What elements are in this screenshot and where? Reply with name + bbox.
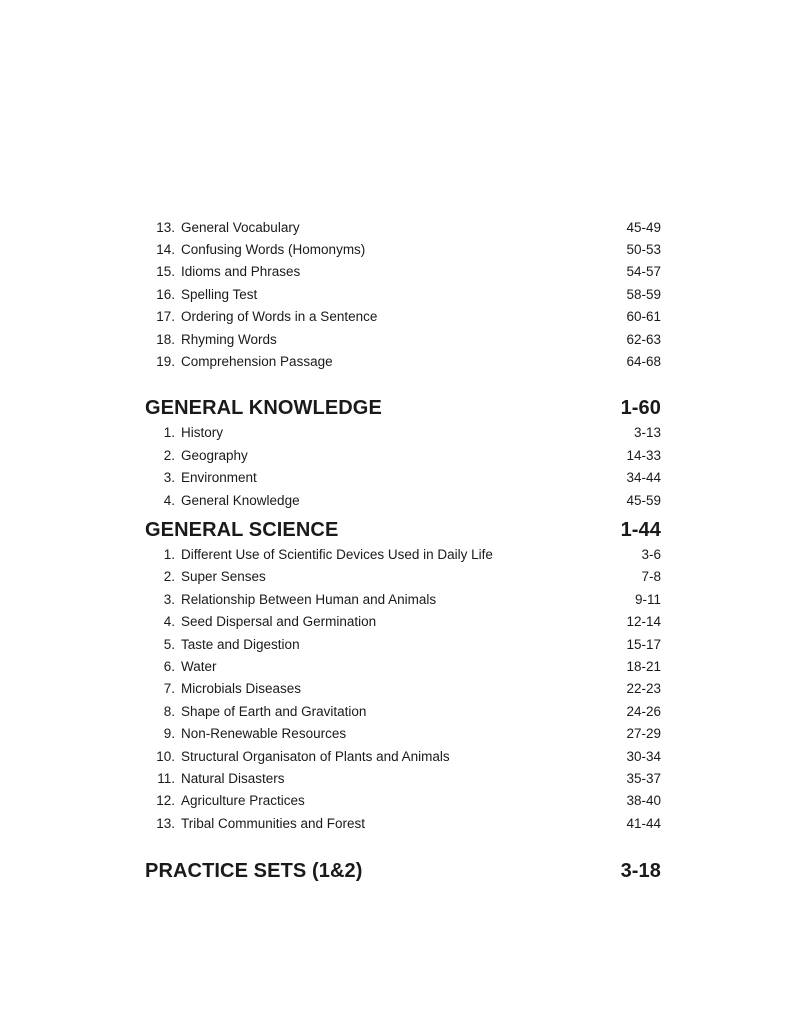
entry-pages: 22-23 [626, 681, 661, 697]
entry-number: 3. [163, 470, 175, 486]
entry-pages: 34-44 [626, 470, 661, 486]
entry-number: 16. [156, 286, 175, 302]
entry-number: 8. [163, 703, 175, 719]
entry-title: Water [181, 658, 217, 674]
entry-title: Non-Renewable Resources [181, 726, 347, 742]
section-heading-general-knowledge [145, 396, 661, 422]
section-title: PRACTICE SETS (1&2) [145, 859, 363, 882]
entry-number: 6. [163, 658, 175, 674]
section-title: GENERAL SCIENCE [145, 518, 339, 541]
entry-number: 15. [156, 264, 175, 280]
entry-number: 2. [163, 447, 175, 463]
entry-title: General Vocabulary [181, 219, 300, 235]
entry-pages: 35-37 [626, 770, 661, 786]
entry-number: 9. [163, 726, 175, 742]
entry-title: Comprehension Passage [181, 354, 333, 370]
toc-entry [145, 812, 661, 834]
entry-pages: 18-21 [626, 658, 661, 674]
entry-number: 7. [163, 681, 175, 697]
entry-pages: 9-11 [634, 591, 661, 607]
entry-title: History [181, 425, 224, 441]
toc-entry [145, 238, 661, 260]
entry-pages: 45-59 [626, 492, 661, 508]
toc-entry [145, 655, 661, 677]
entry-title: Idioms and Phrases [181, 264, 301, 280]
entry-title: Shape of Earth and Gravitation [181, 703, 367, 719]
toc-entry [145, 216, 661, 238]
toc-entry [145, 566, 661, 588]
toc-entry [145, 790, 661, 812]
entry-number: 2. [163, 569, 175, 585]
entry-pages: 3-13 [633, 425, 661, 441]
section-pages: 1-60 [620, 397, 661, 420]
entry-pages: 30-34 [626, 748, 661, 764]
entry-number: 3. [163, 591, 175, 607]
section-pages: 3-18 [620, 859, 661, 882]
entry-number: 4. [163, 492, 175, 508]
toc-entry [145, 588, 661, 610]
entry-title: Taste and Digestion [181, 636, 300, 652]
entry-number: 17. [156, 309, 175, 325]
entry-pages: 27-29 [626, 726, 661, 742]
entry-title: Seed Dispersal and Germination [181, 614, 377, 630]
entry-number: 18. [156, 331, 175, 347]
entry-pages: 12-14 [626, 614, 661, 630]
entry-number: 11. [157, 770, 175, 786]
entry-title: Ordering of Words in a Sentence [181, 309, 378, 325]
entry-pages: 14-33 [626, 447, 661, 463]
entry-title: Different Use of Scientific Devices Used in Daily Life [181, 546, 493, 562]
entry-pages: 54-57 [626, 264, 661, 280]
entry-title: Natural Disasters [181, 770, 285, 786]
table-of-contents [145, 216, 661, 884]
entry-title: Super Senses [181, 569, 266, 585]
section-heading-practice-sets [145, 858, 661, 884]
toc-entry [145, 543, 661, 565]
english-entries-list [145, 216, 661, 373]
toc-entry [145, 610, 661, 632]
toc-entry [145, 283, 661, 305]
toc-entry [145, 467, 661, 489]
entry-number: 1. [163, 425, 175, 441]
entry-pages: 50-53 [626, 242, 661, 258]
general-knowledge-entries-list [145, 422, 661, 512]
toc-entry [145, 444, 661, 466]
entry-pages: 7-8 [641, 569, 661, 585]
toc-entry [145, 767, 661, 789]
toc-entry [145, 700, 661, 722]
toc-entry [145, 350, 661, 372]
entry-title: Agriculture Practices [181, 793, 305, 809]
toc-entry [145, 745, 661, 767]
toc-entry [145, 328, 661, 350]
entry-number: 4. [163, 614, 175, 630]
entry-number: 13. [156, 219, 175, 235]
section-heading-general-science [145, 517, 661, 543]
entry-number: 5. [163, 636, 175, 652]
entry-pages: 62-63 [626, 331, 661, 347]
entry-title: Tribal Communities and Forest [181, 815, 366, 831]
entry-number: 14. [156, 242, 175, 258]
entry-number: 19. [156, 354, 175, 370]
entry-title: Geography [181, 447, 248, 463]
toc-entry [145, 489, 661, 511]
entry-title: Structural Organisaton of Plants and Animals [181, 748, 450, 764]
toc-entry [145, 422, 661, 444]
entry-pages: 38-40 [626, 793, 661, 809]
entry-pages: 58-59 [626, 286, 661, 302]
entry-pages: 60-61 [626, 309, 661, 325]
toc-entry [145, 633, 661, 655]
entry-title: Rhyming Words [181, 331, 277, 347]
entry-pages: 3-6 [641, 546, 661, 562]
entry-title: Spelling Test [181, 286, 258, 302]
entry-title: Microbials Diseases [181, 681, 302, 697]
entry-number: 10. [156, 748, 175, 764]
toc-entry [145, 722, 661, 744]
entry-title: Environment [181, 470, 257, 486]
entry-pages: 64-68 [626, 354, 661, 370]
entry-pages: 41-44 [626, 815, 661, 831]
entry-number: 12. [156, 793, 175, 809]
entry-title: Confusing Words (Homonyms) [181, 242, 366, 258]
section-pages: 1-44 [620, 518, 661, 541]
entry-pages: 24-26 [626, 703, 661, 719]
toc-entry [145, 678, 661, 700]
entry-title: Relationship Between Human and Animals [181, 591, 437, 607]
entry-number: 1. [163, 546, 175, 562]
entry-number: 13. [156, 815, 175, 831]
general-science-entries-list [145, 543, 661, 834]
entry-pages: 45-49 [626, 219, 661, 235]
entry-pages: 15-17 [626, 636, 661, 652]
entry-title: General Knowledge [181, 492, 300, 508]
toc-entry [145, 306, 661, 328]
toc-entry [145, 261, 661, 283]
section-title: GENERAL KNOWLEDGE [145, 397, 382, 420]
